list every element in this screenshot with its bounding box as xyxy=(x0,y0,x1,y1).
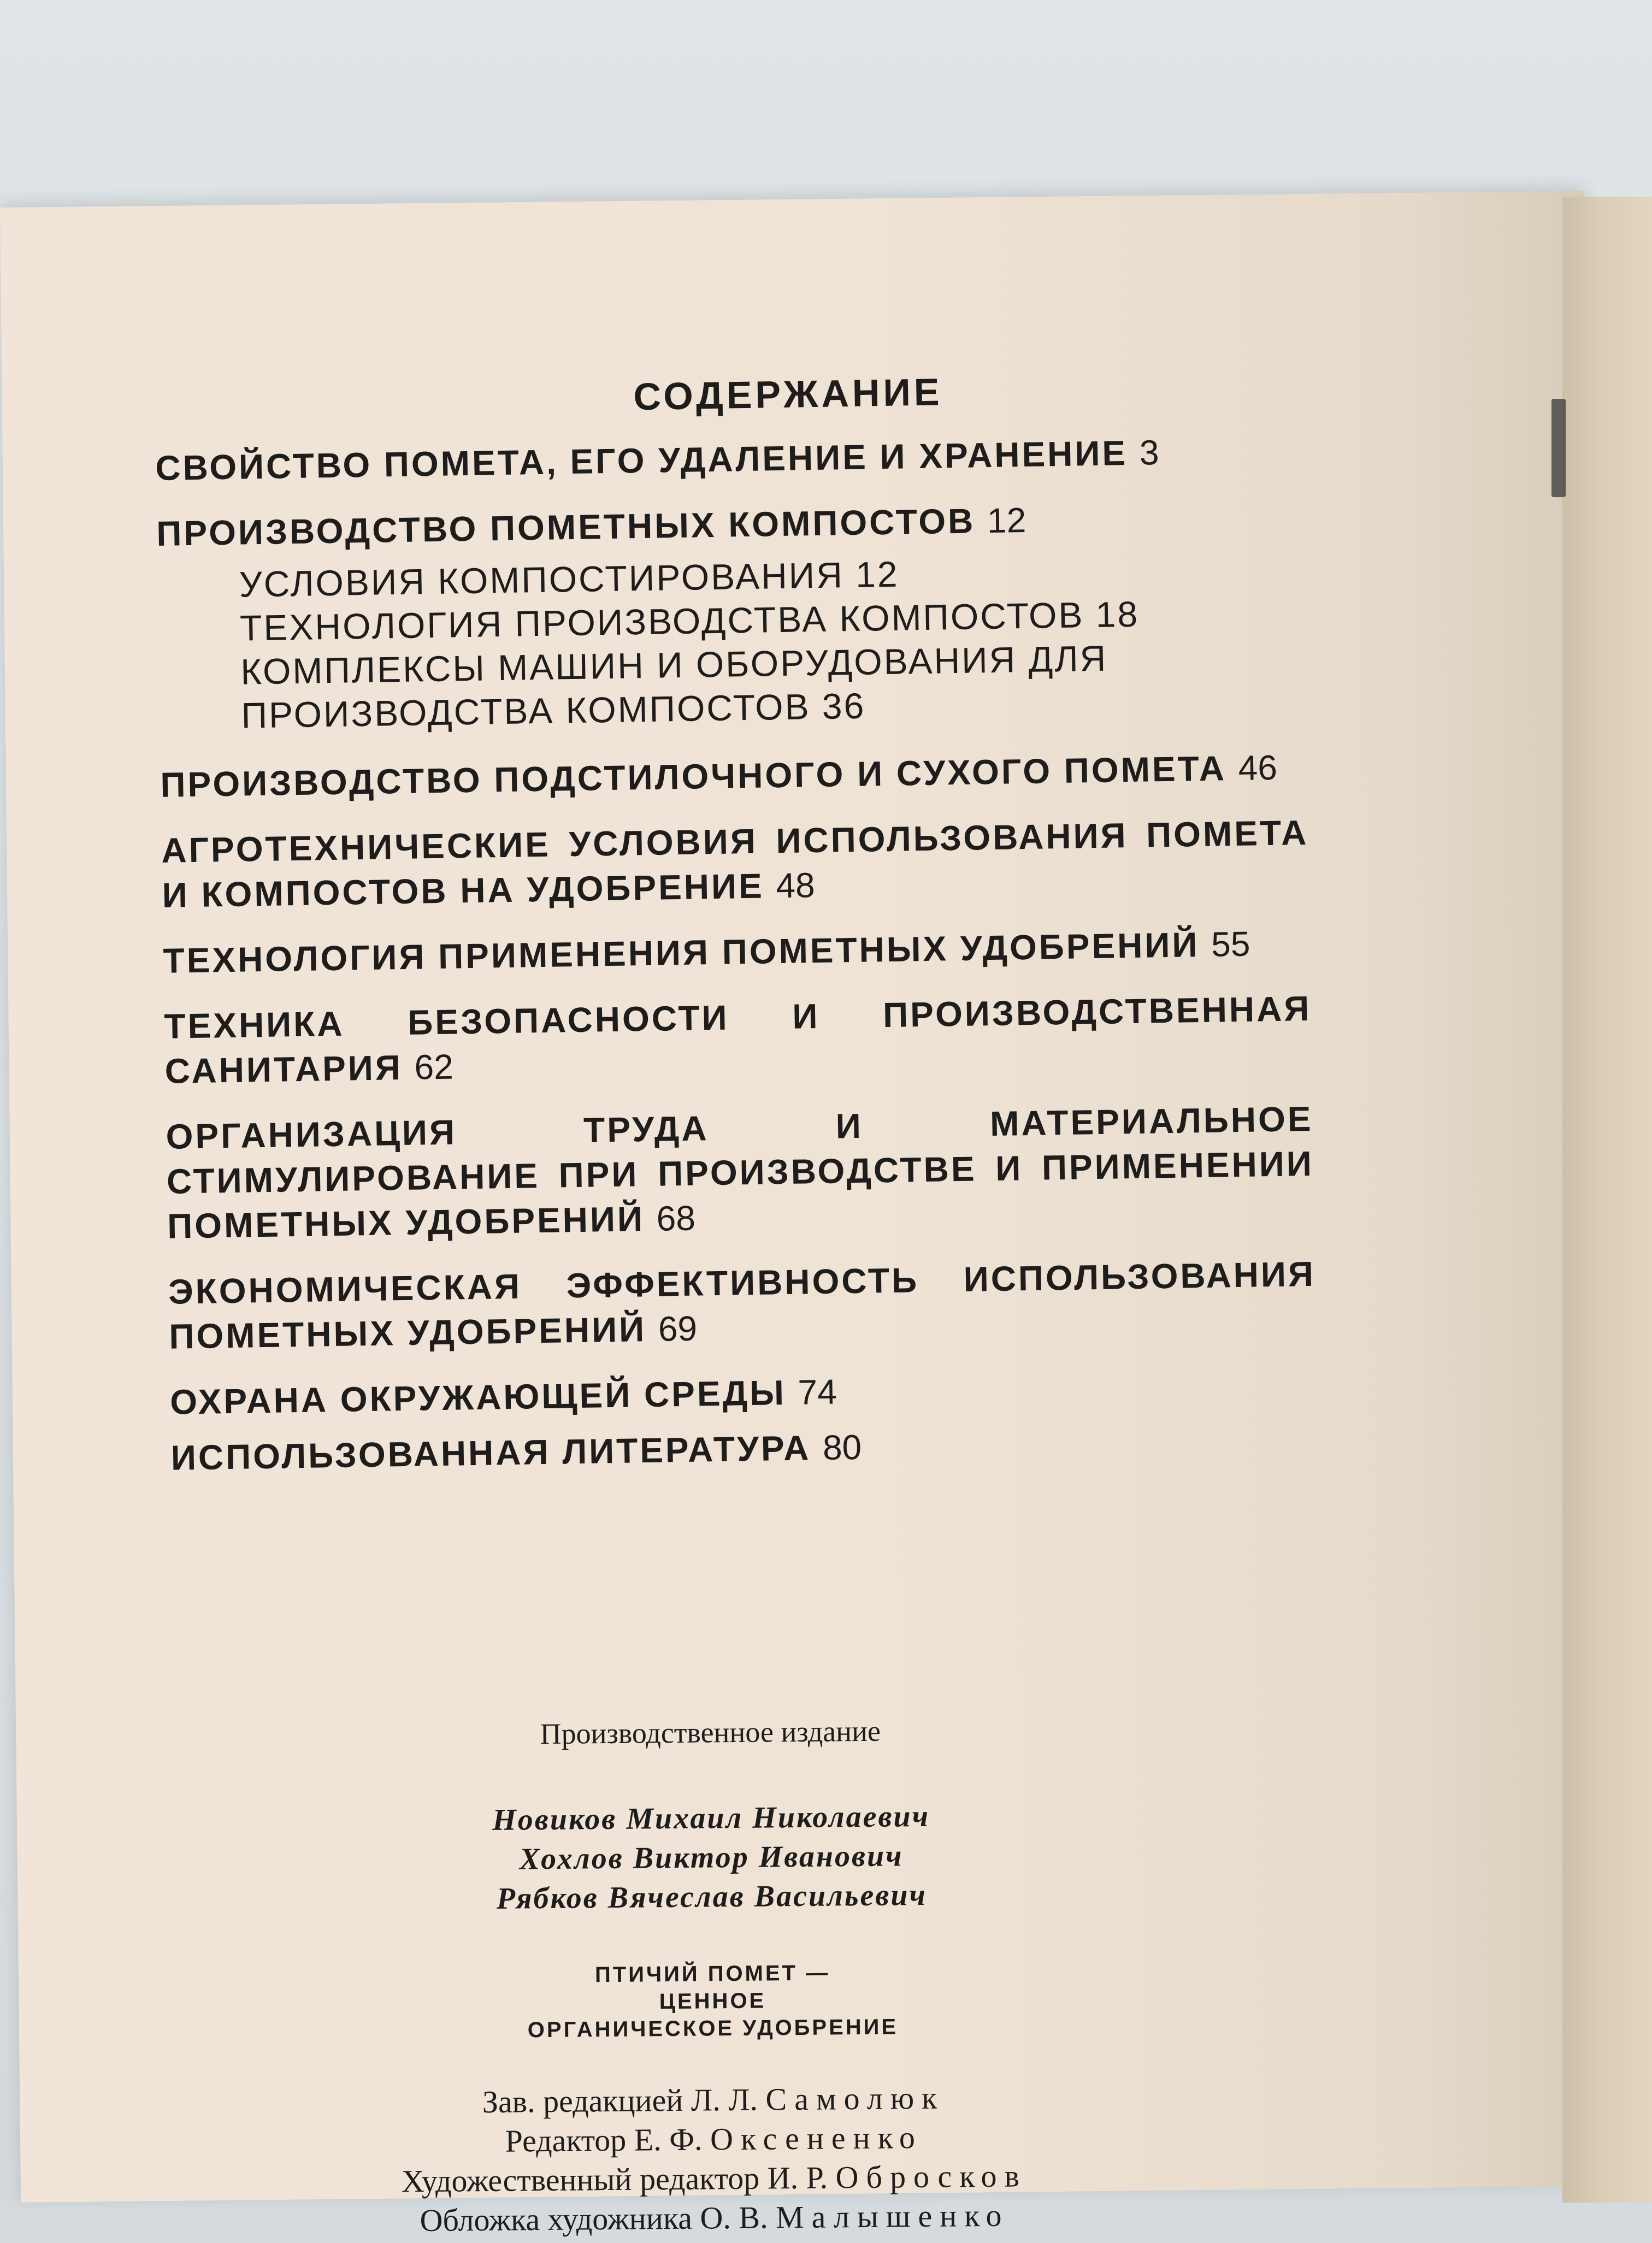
book-title-line: ПТИЧИЙ ПОМЕТ — xyxy=(594,1961,830,1987)
toc-entry xyxy=(161,810,1309,918)
edition-type: Производственное издание xyxy=(540,1714,881,1751)
toc-entry-title: ИСПОЛЬЗОВАННАЯ ЛИТЕРАТУРА xyxy=(170,1428,811,1478)
credit-role: Редактор Е. Ф. xyxy=(505,2121,703,2159)
toc-entry xyxy=(166,1096,1315,1249)
toc-page-number: 74 xyxy=(798,1372,837,1412)
binding-mark xyxy=(1551,399,1566,497)
toc-page-number: 80 xyxy=(822,1427,862,1468)
toc-entry-title: ТЕХНОЛОГИЯ ПРИМЕНЕНИЯ ПОМЕТНЫХ УДОБРЕНИЙ xyxy=(163,925,1200,981)
toc-page-number: 62 xyxy=(414,1047,454,1087)
toc-entry-title: ТЕХНИКА БЕЗОПАСНОСТИ И ПРОИЗВОДСТВЕННАЯ САНИТАРИЯ xyxy=(163,988,1312,1091)
author-list xyxy=(110,1793,1313,1922)
toc-page-number: 36 xyxy=(822,685,866,727)
toc-page-number: 18 xyxy=(1095,593,1140,635)
toc-subentry-title: КОМПЛЕКСЫ МАШИН И ОБОРУДОВАНИЯ ДЛЯ ПРОИЗВОДСТВА КОМПОСТОВ xyxy=(240,638,1108,736)
toc-page-number: 55 xyxy=(1211,924,1250,964)
author-name: Хохлов Виктор Иванович xyxy=(519,1839,904,1876)
toc-subentry xyxy=(240,633,1307,737)
credit-name: Самолюк xyxy=(765,2080,945,2117)
toc-subentry-title: УСЛОВИЯ КОМПОСТИРОВАНИЯ xyxy=(239,554,845,605)
credit-role: Художественный редактор И. Р. xyxy=(401,2159,828,2199)
book-title-line: ОРГАНИЧЕСКОЕ УДОБРЕНИЕ xyxy=(527,2015,899,2043)
next-page-edge xyxy=(1562,197,1652,2203)
toc-page-number: 3 xyxy=(1139,433,1160,473)
toc-entry xyxy=(164,986,1312,1094)
toc-entry xyxy=(170,1418,1318,1480)
toc-page-number: 69 xyxy=(658,1308,698,1349)
toc-entry xyxy=(160,745,1308,807)
toc-title: СОДЕРЖАНИЕ xyxy=(633,370,943,418)
author-name: Рябков Вячеслав Васильевич xyxy=(496,1878,928,1916)
toc-entry-title: ЭКОНОМИЧЕСКАЯ ЭФФЕКТИВНОСТЬ ИСПОЛЬЗОВАНИЯ ПОМЕТНЫХ УДОБРЕНИЙ xyxy=(168,1254,1316,1356)
toc-entry-title: СВОЙСТВО ПОМЕТА, ЕГО УДАЛЕНИЕ И ХРАНЕНИЕ xyxy=(155,433,1128,488)
credit-role: Зав. редакцией Л. Л. xyxy=(482,2081,758,2120)
imprint-block xyxy=(109,1710,1315,2243)
author-name: Новиков Михаил Николаевич xyxy=(492,1799,930,1837)
credit-name: Оксененко xyxy=(710,2120,923,2157)
credit-role: Обложка художника О. В. xyxy=(420,2199,768,2239)
toc-subsection-list xyxy=(157,546,1307,739)
toc-entry xyxy=(156,493,1304,556)
book-title xyxy=(111,1955,1314,2047)
credit-name: Малышенко xyxy=(775,2197,1010,2235)
toc-entry-title: ОХРАНА ОКРУЖАЮЩЕЙ СРЕДЫ xyxy=(169,1373,787,1422)
credit-name: Обросков xyxy=(835,2158,1028,2195)
toc-page-number: 68 xyxy=(656,1198,696,1238)
toc-entry xyxy=(163,920,1311,983)
toc-entry xyxy=(170,1362,1318,1425)
toc-subentry-title: ТЕХНОЛОГИЯ ПРОИЗВОДСТВА КОМПОСТОВ xyxy=(239,594,1084,648)
toc-page-number: 12 xyxy=(855,553,900,595)
toc-entry-title: АГРОТЕХНИЧЕСКИЕ УСЛОВИЯ ИСПОЛЬЗОВАНИЯ ПОМЕТА И КОМПОСТОВ НА УДОБРЕНИЕ xyxy=(161,812,1309,915)
toc-page-number: 48 xyxy=(775,865,816,906)
toc-entry xyxy=(168,1252,1317,1359)
table-of-contents xyxy=(154,364,1319,1501)
toc-entry xyxy=(155,428,1303,491)
toc-entry-title: ПРОИЗВОДСТВО ПОМЕТНЫХ КОМПОСТОВ xyxy=(156,501,976,553)
toc-entry-title: ПРОИЗВОДСТВО ПОДСТИЛОЧНОГО И СУХОГО ПОМЕТА xyxy=(160,748,1227,805)
book-title-line: ЦЕННОЕ xyxy=(659,1988,766,2014)
toc-page-number: 46 xyxy=(1238,747,1278,788)
toc-page-number: 12 xyxy=(987,500,1026,541)
toc-entry-title: ОРГАНИЗАЦИЯ ТРУДА И МАТЕРИАЛЬНОЕ СТИМУЛИРОВАНИЕ ПРИ ПРОИЗВОДСТВЕ И ПРИМЕНЕНИИ ПОМЕТНЫХ УДОБРЕНИЙ xyxy=(166,1099,1314,1246)
